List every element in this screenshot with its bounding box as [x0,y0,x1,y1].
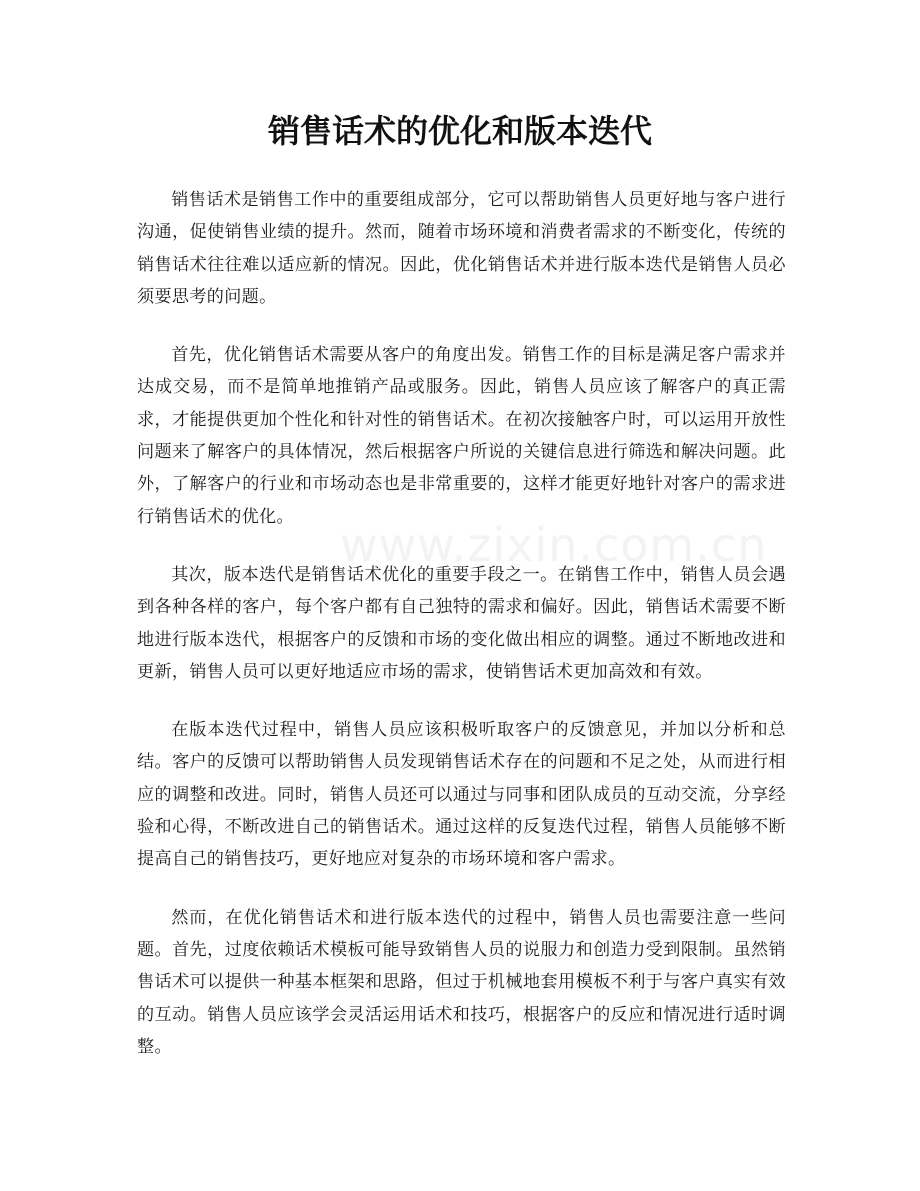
watermark: www.zixin.com.cn [340,518,768,572]
paragraph-5: 然而，在优化销售话术和进行版本迭代的过程中，销售人员也需要注意一些问题。首先，过度依赖话术模板可能导致销售人员的说服力和创造力受到限制。虽然销售话术可以提供一种基本框架和思路，但过于机械地套用模板不利于与客户真实有效的互动。销售人员应该学会灵活运用话术和技巧，根据客户的反应和情况进行适时调整。 [137,907,786,1057]
paragraph-1: 销售话术是销售工作中的重要组成部分，它可以帮助销售人员更好地与客户进行沟通，促使销售业绩的提升。然而，随着市场环境和消费者需求的不断变化，传统的销售话术往往难以适应新的情况。因此，优化销售话术并进行版本迭代是销售人员必须要思考的问题。 [137,190,786,307]
paragraph-4: 在版本迭代过程中，销售人员应该积极听取客户的反馈意见，并加以分析和总结。客户的反馈可以帮助销售人员发现销售话术存在的问题和不足之处，从而进行相应的调整和改进。同时，销售人员还可以通过与同事和团队成员的互动交流，分享经验和心得，不断改进自己的销售话术。通过这样的反复迭代过程，销售人员能够不断提高自己的销售技巧，更好地应对复杂的市场环境和客户需求。 [137,720,786,870]
paragraph-3: 其次，版本迭代是销售话术优化的重要手段之一。在销售工作中，销售人员会遇到各种各样的客户，每个客户都有自己独特的需求和偏好。因此，销售话术需要不断地进行版本迭代，根据客户的反馈和市场的变化做出相应的调整。通过不断地改进和更新，销售人员可以更好地适应市场的需求，使销售话术更加高效和有效。 [137,564,786,682]
page-title: 销售话术的优化和版本迭代 [267,112,652,150]
paragraph-2: 首先，优化销售话术需要从客户的角度出发。销售工作的目标是满足客户需求并达成交易，而不是简单地推销产品或服务。因此，销售人员应该了解客户的真正需求，才能提供更加个性化和针对性的销售话术。在初次接触客户时，可以运用开放性问题来了解客户的具体情况，然后根据客户所说的关键信息进行筛选和解决问题。此外，了解客户的行业和市场动态也是非常重要的，这样才能更好地针对客户的需求进行销售话术的优化。 [137,345,786,527]
document-body [137,184,786,1089]
